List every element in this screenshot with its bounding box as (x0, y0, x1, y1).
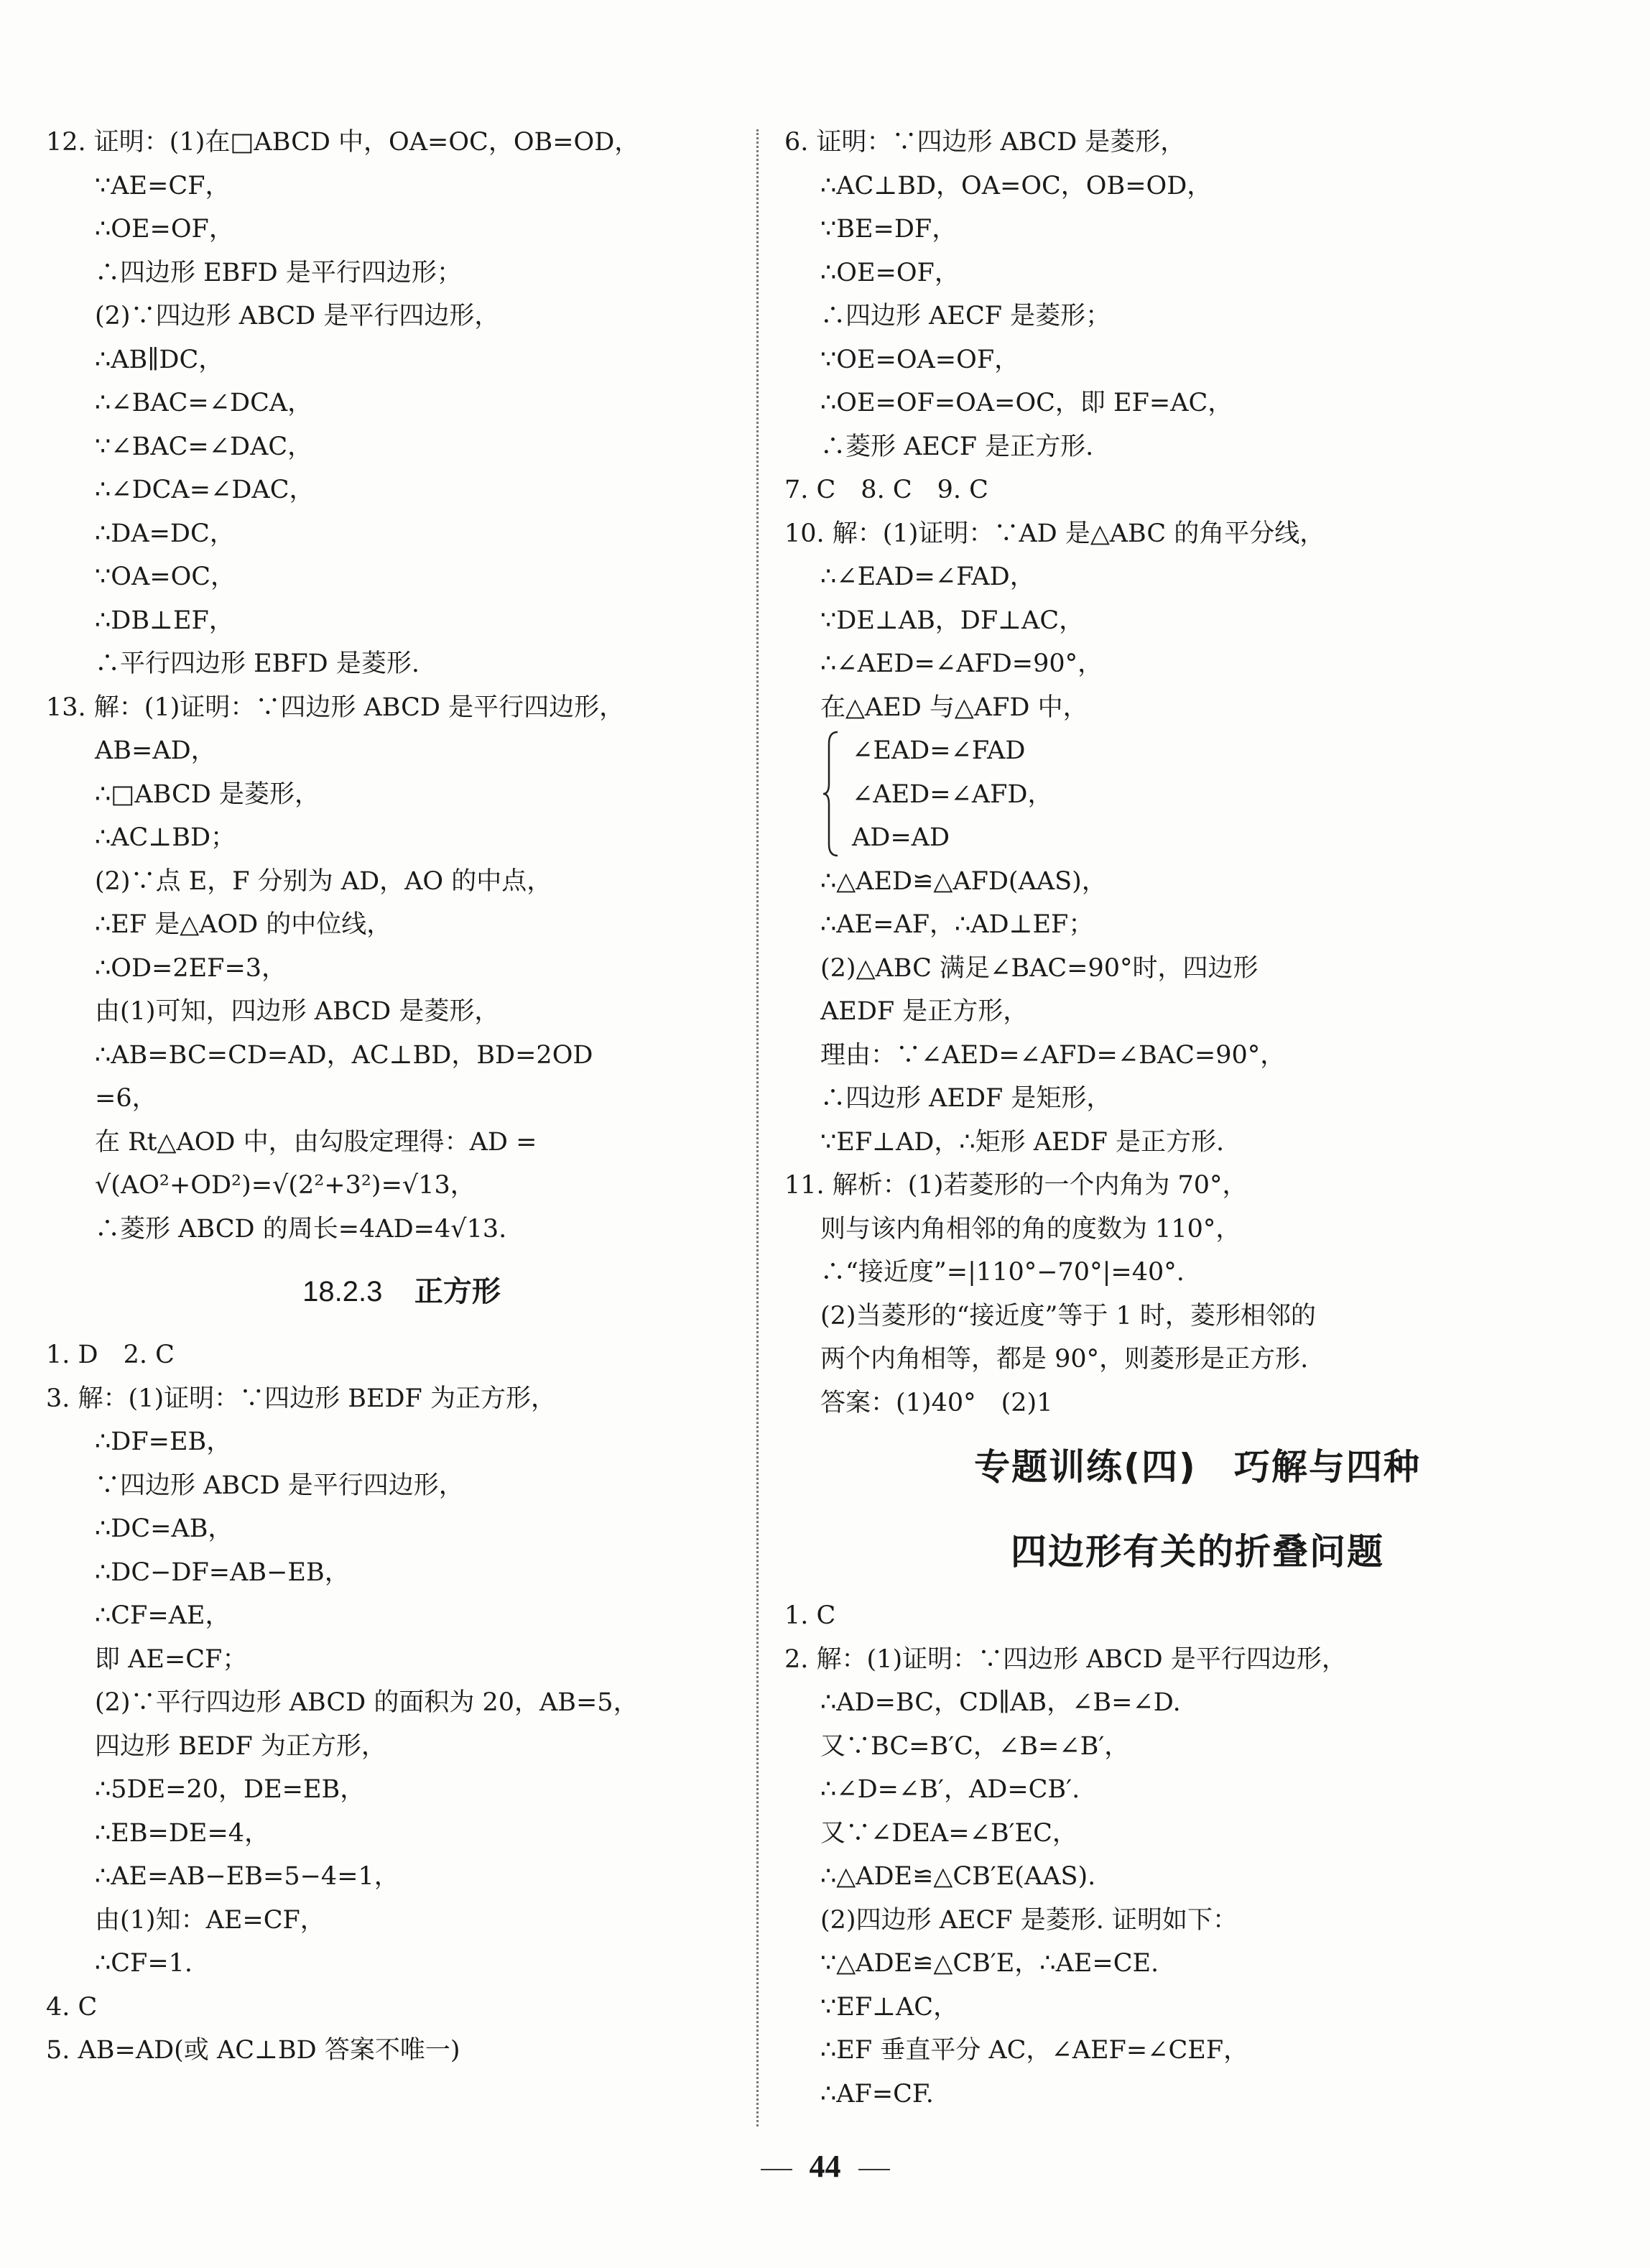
answer-line: ∴OE=OF， (820, 258, 960, 287)
answer-line: ∵EF⊥AC， (820, 1992, 959, 2022)
answer-line: ∴DA=DC， (95, 519, 235, 548)
answer-line: ∴∠BAC=∠DCA， (95, 389, 313, 417)
answer-line: 即 AE=CF； (95, 1644, 248, 1674)
answer-line: 1. C (784, 1601, 836, 1630)
answer-line: 两个内角相等，都是 90°，则菱形是正方形. (820, 1345, 1309, 1374)
answer-line: 又∵BC=B′C，∠B=∠B′， (820, 1731, 1130, 1761)
answer-line: ∴菱形 ABCD 的周长=4AD=4√13. (95, 1214, 507, 1244)
topic-title (784, 1425, 1610, 1594)
answer-line: ∴AB∥DC， (95, 345, 224, 374)
answer-line: 7. C 8. C 9. C (784, 476, 988, 504)
answer-line: ∴AC⊥BD； (95, 823, 236, 852)
answer-line: 在△AED 与△AFD 中， (820, 693, 1088, 722)
answer-line: 由(1)可知，四边形 ABCD 是菱形， (95, 997, 500, 1026)
answer-line: ∴∠AED=∠AFD=90°， (820, 649, 1103, 678)
section-number: 18.2.3 (302, 1276, 383, 1307)
answer-line: (2)△ABC 满足∠BAC=90°时，四边形 (820, 953, 1259, 983)
answer-line: ∴AB=BC=CD=AD，AC⊥BD，BD=2OD (95, 1040, 593, 1070)
answer-line: ∴AE=AB−EB=5−4=1， (95, 1862, 399, 1891)
answer-line: ∴5DE=20，DE=EB， (95, 1775, 366, 1804)
answer-line: 10. 解：(1)证明：∵AD 是△ABC 的角平分线， (784, 519, 1325, 548)
answer-line: ∠EAD=∠FAD (852, 736, 1026, 765)
answer-line: ∴∠DCA=∠DAC， (95, 476, 315, 504)
page-number-text: 44 (809, 2149, 841, 2184)
right-answer-lines-2 (784, 1594, 1610, 2116)
answer-line: ∴OE=OF， (95, 215, 234, 244)
section-name: 正方形 (414, 1276, 501, 1307)
answer-line: ∴∠EAD=∠FAD， (820, 563, 1035, 591)
answer-line: ∴DB⊥EF， (95, 606, 234, 635)
answer-line: ∵OA=OC， (95, 563, 236, 591)
answer-line: (2)四边形 AECF 是菱形. 证明如下： (820, 1905, 1238, 1935)
answer-line: ∴EB=DE=4， (95, 1818, 270, 1848)
answer-line: ∴EF 是△AOD 的中位线， (95, 910, 392, 939)
right-column (784, 121, 1610, 2116)
answer-line: 6. 证明：∵四边形 ABCD 是菱形， (784, 128, 1186, 157)
answer-line: ∵△ADE≌△CB′E，∴AE=CE. (820, 1949, 1159, 1978)
answer-line: 在 Rt△AOD 中，由勾股定理得：AD = (95, 1127, 537, 1157)
answer-line: (2)∵平行四边形 ABCD 的面积为 20，AB=5， (95, 1688, 639, 1717)
answer-line: ∴CF=AE， (95, 1601, 231, 1630)
answer-line: ∴AF=CF. (820, 2079, 934, 2109)
equation-system-brace (822, 729, 840, 858)
answer-line: ∴四边形 AECF 是菱形； (820, 302, 1111, 330)
answer-line: 又∵∠DEA=∠B′EC， (820, 1818, 1077, 1848)
section-title (46, 1251, 757, 1333)
right-answer-lines (784, 121, 1610, 1425)
answer-line: (2)当菱形的“接近度”等于 1 时，菱形相邻的 (820, 1301, 1316, 1330)
answer-line: =6， (95, 1084, 157, 1113)
answer-line: ∴□ABCD 是菱形， (95, 779, 320, 809)
answer-line: 2. 解：(1)证明：∵四边形 ABCD 是平行四边形， (784, 1644, 1347, 1674)
answer-line: ∵EF⊥AD，∴矩形 AEDF 是正方形. (820, 1127, 1225, 1157)
answer-line: 4. C (46, 1992, 98, 2022)
answer-line: 则与该内角相邻的角的度数为 110°， (820, 1214, 1241, 1244)
answer-line: ∴DC−DF=AB−EB， (95, 1557, 350, 1587)
answer-line: ∠AED=∠AFD， (852, 779, 1053, 809)
answer-line: ∴菱形 AECF 是正方形. (820, 432, 1094, 461)
answer-line: ∵DE⊥AB，DF⊥AC， (820, 606, 1085, 635)
answer-line: AD=AD (852, 823, 950, 852)
answer-line: ∴∠D=∠B′，AD=CB′. (820, 1775, 1080, 1804)
answer-line: (2)∵点 E，F 分别为 AD，AO 的中点， (95, 866, 552, 896)
answer-line: ∴AD=BC，CD∥AB，∠B=∠D. (820, 1688, 1181, 1717)
page-number (0, 2148, 1650, 2185)
answer-line: 11. 解析：(1)若菱形的一个内角为 70°， (784, 1171, 1248, 1200)
answer-line: ∴OE=OF=OA=OC，即 EF=AC， (820, 389, 1233, 417)
answer-line: ∵∠BAC=∠DAC， (95, 432, 313, 461)
answer-line: 理由：∵∠AED=∠AFD=∠BAC=90°， (820, 1040, 1286, 1070)
left-answer-lines-2 (46, 1333, 757, 2073)
answer-line: ∵BE=DF， (820, 215, 958, 244)
answer-line: 13. 解：(1)证明：∵四边形 ABCD 是平行四边形， (46, 693, 625, 722)
answer-line: ∴CF=1. (95, 1949, 193, 1978)
answer-line: 四边形 BEDF 为正方形， (95, 1731, 386, 1761)
answer-line: 1. D 2. C (46, 1341, 175, 1369)
answer-line: ∵OE=OA=OF， (820, 345, 1020, 374)
answer-line: ∴DC=AB， (95, 1514, 233, 1543)
answer-line: ∴OD=2EF=3， (95, 953, 287, 983)
answer-line: AEDF 是正方形， (820, 997, 1029, 1026)
answer-line: ∴平行四边形 EBFD 是菱形. (95, 649, 420, 678)
answer-line: ∴DF=EB， (95, 1427, 232, 1456)
answer-line: ∴EF 垂直平分 AC，∠AEF=∠CEF， (820, 2036, 1249, 2065)
answer-line: ∴四边形 AEDF 是矩形， (820, 1084, 1112, 1113)
left-answer-lines (46, 121, 757, 1251)
answer-line: 12. 证明：(1)在□ABCD 中，OA=OC，OB=OD， (46, 128, 640, 157)
answer-line: 答案：(1)40° (2)1 (820, 1388, 1053, 1417)
answer-line: ∵四边形 ABCD 是平行四边形， (95, 1471, 464, 1500)
answer-line: ∴△ADE≌△CB′E(AAS). (820, 1862, 1096, 1891)
answer-line: √(AO²+OD²)=√(2²+3²)=√13， (95, 1171, 476, 1200)
topic-title-line-2: 四边形有关的折叠问题 (1011, 1531, 1384, 1573)
answer-line: ∴AE=AF，∴AD⊥EF； (820, 910, 1094, 939)
answer-line: 3. 解：(1)证明：∵四边形 BEDF 为正方形， (46, 1384, 556, 1413)
topic-title-line-1: 专题训练(四) 巧解与四种 (974, 1446, 1421, 1488)
left-column (46, 121, 757, 2073)
answer-line: 由(1)知：AE=CF， (95, 1905, 325, 1935)
answer-line: ∵AE=CF， (95, 171, 231, 200)
answer-line: ∴AC⊥BD，OA=OC，OB=OD， (820, 171, 1213, 200)
answer-line: ∴△AED≌△AFD(AAS)， (820, 866, 1107, 896)
answer-line: ∴四边形 EBFD 是平行四边形； (95, 258, 462, 287)
answer-line: (2)∵四边形 ABCD 是平行四边形， (95, 302, 500, 330)
answer-line: AB=AD， (95, 736, 216, 765)
answer-line: ∴“接近度”=|110°−70°|=40°. (820, 1258, 1185, 1287)
answer-line: 5. AB=AD(或 AC⊥BD 答案不唯一) (46, 2036, 460, 2065)
